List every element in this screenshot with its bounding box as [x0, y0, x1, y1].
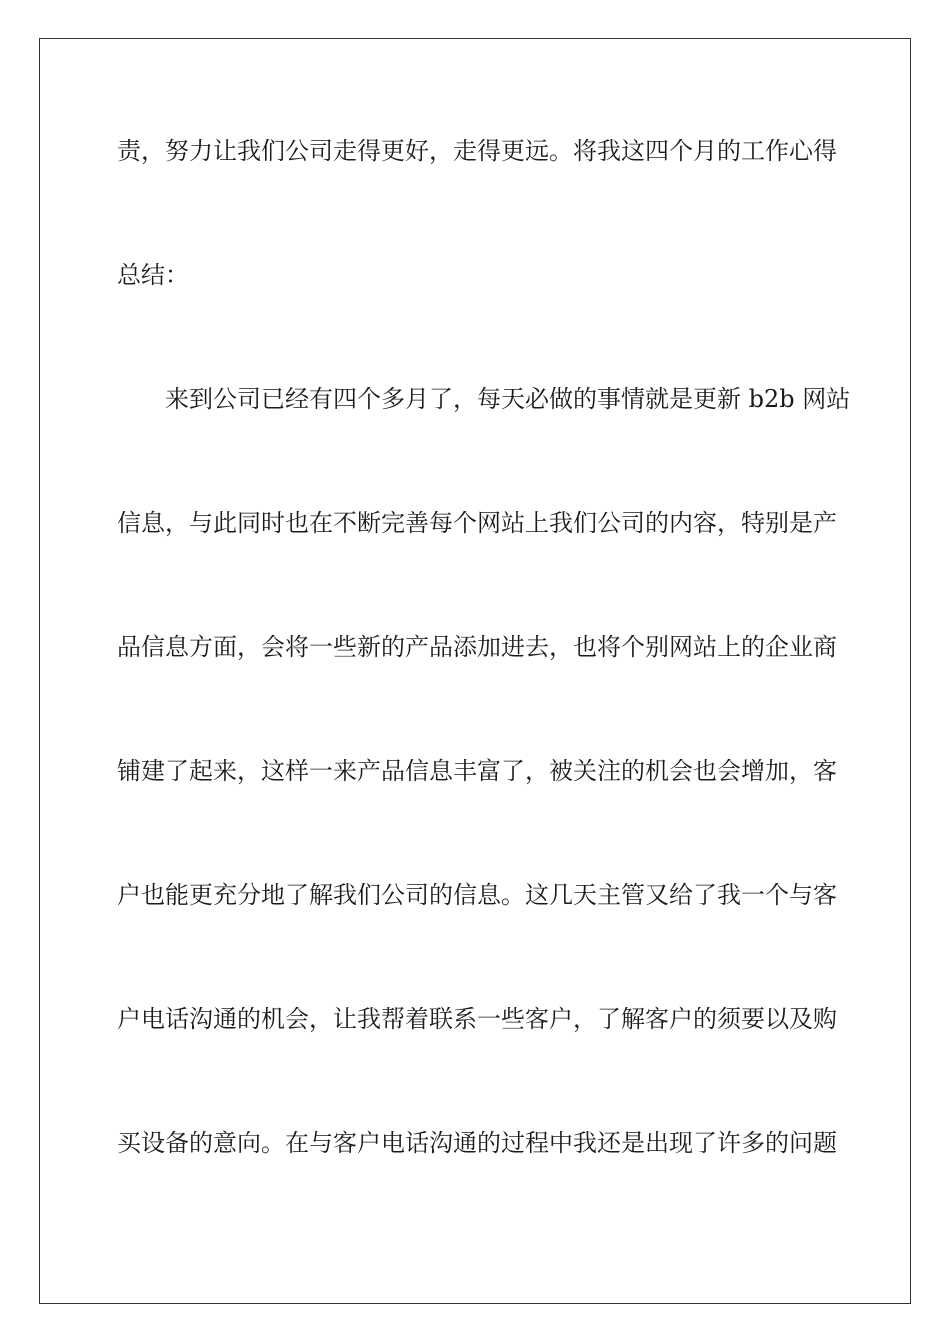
text-line-2: 总结： — [117, 261, 189, 289]
text-line-4: 信息，与此同时也在不断完善每个网站上我们公司的内容，特别是产 — [117, 509, 837, 537]
page-frame — [39, 38, 911, 1304]
text-line-8: 户电话沟通的机会，让我帮着联系一些客户，了解客户的须要以及购 — [117, 1005, 837, 1033]
text-line-3: 来到公司已经有四个多月了，每天必做的事情就是更新 b2b 网站 — [117, 385, 851, 413]
text-line-6: 铺建了起来，这样一来产品信息丰富了，被关注的机会也会增加，客 — [117, 757, 837, 785]
text-line-9: 买设备的意向。在与客户电话沟通的过程中我还是出现了许多的问题 — [117, 1129, 837, 1157]
text-line-5: 品信息方面，会将一些新的产品添加进去，也将个别网站上的企业商 — [117, 633, 837, 661]
text-line-7: 户也能更充分地了解我们公司的信息。这几天主管又给了我一个与客 — [117, 881, 837, 909]
text-line-1: 责，努力让我们公司走得更好，走得更远。将我这四个月的工作心得 — [117, 137, 837, 165]
